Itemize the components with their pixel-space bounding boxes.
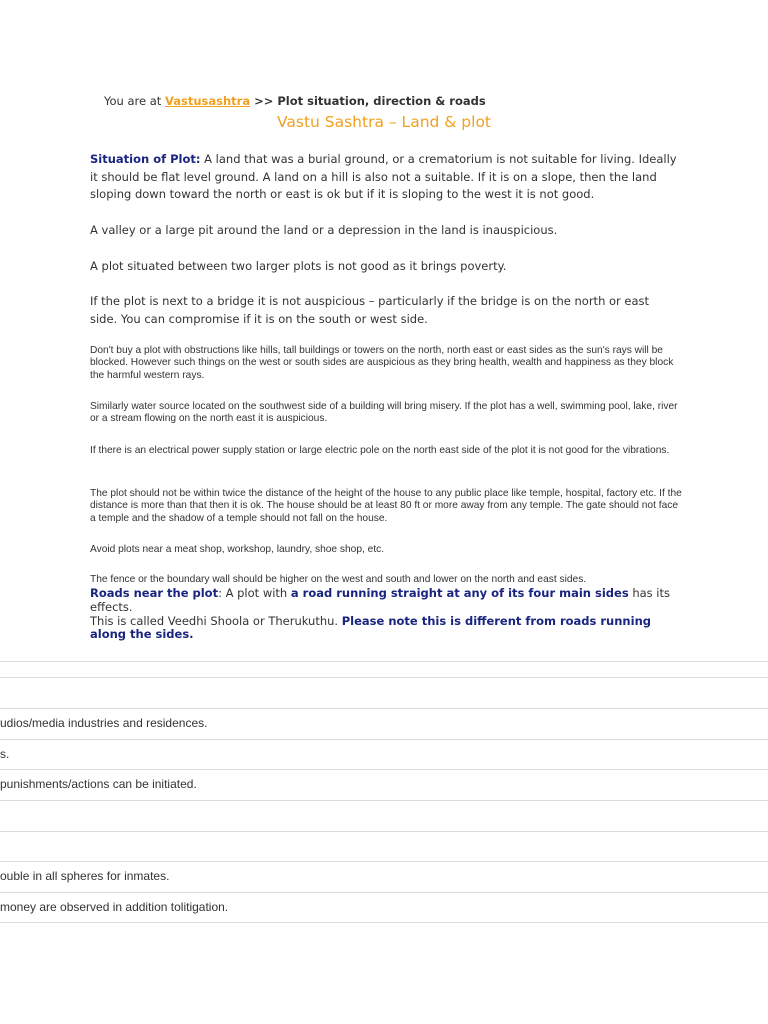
paragraph-public-place: The plot should not be within twice the distance of the height of the house to any public place like temple, hospital, factory etc. If the distance is more than that then it is ok. The house should be at least 80 ft or more away from any temple. The gate should not face a temple and the shadow of a temple should not fall on the house. — [90, 488, 682, 524]
table-separator — [0, 922, 768, 923]
roads-text-a: : A plot with — [218, 586, 291, 600]
roads-emphasis: a road running straight at any of its four main sides — [290, 586, 629, 600]
situation-label: Situation of Plot: — [90, 152, 201, 166]
roads-line2: This is called Veedhi Shoola or Therukuthu. — [90, 613, 342, 628]
paragraph-avoid-plots: Avoid plots near a meat shop, workshop, laundry, shoe shop, etc. — [90, 544, 385, 555]
situation-text: A land that was a burial ground, or a crematorium is not suitable for living. Ideally it should be flat level ground. A land on a hill is also not a suitable. If it is on a slope, then the land sloping down toward the north or east is ok but if it is sloping to the west it is not good. — [90, 152, 677, 201]
roads-label: Roads near the plot — [90, 586, 219, 600]
table-separator — [0, 661, 768, 662]
paragraph-electrical: If there is an electrical power supply station or large electric pole on the north east side of the plot it is not good for the vibrations. — [90, 445, 670, 456]
paragraph-water-source: Similarly water source located on the southwest side of a building will bring misery. If the plot has a well, swimming pool, lake, river or a stream flowing on the north east it is auspicious. — [90, 401, 678, 425]
paragraph-bridge: If the plot is next to a bridge it is not auspicious – particularly if the bridge is on the north or east side. You can compromise if it is on the south or west side. — [90, 294, 650, 326]
table-row: s. — [0, 747, 10, 761]
roads-text-b: has its effects. — [90, 586, 671, 614]
table-separator — [0, 708, 768, 709]
table-separator — [0, 677, 768, 678]
table-row: punishments/actions can be initiated. — [0, 777, 197, 791]
table-separator — [0, 739, 768, 740]
table-separator — [0, 861, 768, 862]
roads-note: Please note this is different from roads running along the sides. — [90, 613, 651, 642]
breadcrumb — [104, 94, 486, 108]
page-title-text: Vastu Sashtra – Land & plot — [276, 113, 492, 131]
paragraph-fence: The fence or the boundary wall should be higher on the west and south and lower on the north and east sides. — [90, 574, 587, 585]
table-separator — [0, 769, 768, 770]
breadcrumb-separator: >> — [250, 94, 278, 108]
table-separator — [0, 800, 768, 801]
breadcrumb-home-link[interactable]: Vastusashtra — [164, 94, 251, 108]
situation-paragraph — [90, 151, 678, 204]
table-separator — [0, 831, 768, 832]
table-separator — [0, 892, 768, 893]
table-row: udios/media industries and residences. — [0, 716, 208, 730]
breadcrumb-prefix: You are at — [104, 94, 165, 108]
paragraph-valley: A valley or a large pit around the land or a depression in the land is inauspicious. — [90, 223, 558, 237]
paragraph-obstructions: Don't buy a plot with obstructions like hills, tall buildings or towers on the north, north east or east sides as the sun's rays will be blocked. However such things on the west or south sides are auspicious as they bring health, wealth and happiness as they block the harmful western rays. — [90, 345, 674, 381]
table-row: money are observed in addition tolitigation. — [0, 900, 229, 914]
table-row: ouble in all spheres for inmates. — [0, 869, 170, 883]
breadcrumb-current: Plot situation, direction & roads — [277, 94, 486, 108]
paragraph-plot-between: A plot situated between two larger plots is not good as it brings poverty. — [90, 259, 507, 273]
roads-paragraph — [90, 587, 670, 642]
page-title — [0, 113, 768, 131]
